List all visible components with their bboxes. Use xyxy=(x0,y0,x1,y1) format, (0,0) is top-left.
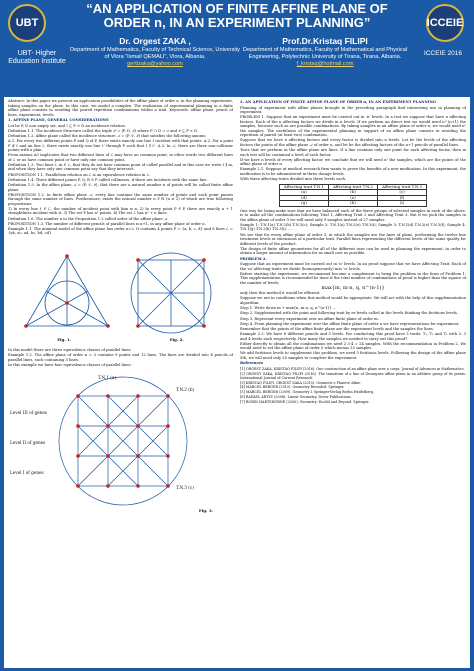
proposition-1-3: PROPOSITION 1.3. The number of different pencils of parallel lines is n+1, in any affine plane of order n. xyxy=(8,221,206,226)
paragraph: Tests that we perform in the affine plane are lines. If a line contains only one point for each affecting factor, then in each test will be contained a level of each factor. xyxy=(240,148,466,157)
traits-table xyxy=(279,184,427,207)
reference-item: [6] RAFAEL ARTZY (2008). Linear Geometry. Dover Publications. xyxy=(240,394,352,399)
table-cell: (g) xyxy=(279,201,328,207)
table-cell: (f) xyxy=(378,195,427,201)
fig1-caption: Fig. 1. xyxy=(57,336,72,342)
fig3-caption: Fig. 3. xyxy=(198,508,213,514)
reference-item: [4] MARCEL BERGER (2010). Geometry Revealed. Springer. xyxy=(240,385,345,390)
fig1-fig2-drawing xyxy=(8,238,233,338)
abstract: Abstract: In this paper we present an application possibilities of the affine plane of order n, in the planning experiment, taking samples on the plane. In this case, we model a complex. The realization of experimental planning in a finite affine plane consists in avoiding the paired repetition combinations within a trial. Keywords: affine plane, pencil of lines, experiment, levels. xyxy=(8,99,233,117)
fig3-label-tnt1: T.N.1 (a) xyxy=(98,375,116,381)
author-affiliation: Department of Mathematics, Faculty of Mathematical and Physical Engineering, Polytechnic University of Tirana, Tirana, Albania. xyxy=(242,47,408,60)
step-4: Step 4. From planning the experiment over the affine finite plane of order n we have representations for experiment. xyxy=(240,321,460,326)
paragraph: With three affecting traits divided into three levels each. xyxy=(240,177,347,182)
table-header-cell: Affecting trait T.N.2 xyxy=(328,184,377,190)
reference-item: [5] MARCEL BERGER (2009). Geometry I. Springer-Verlag Berlin Heidelberg. xyxy=(240,390,375,395)
table-cell: (d) xyxy=(279,195,328,201)
formula: max{m, m·n, q, n^(n-1)} xyxy=(321,285,385,292)
conference-logo-text: ICCEIE xyxy=(426,17,464,29)
reference-item: [2] ORGEST ZAKA, KRISTAQ FILIPI (2016). The transform of a line of Desargues affine plane in an additive group of its points. International Journal of Current Research. xyxy=(240,371,466,380)
left-column xyxy=(8,99,233,666)
ubt-logo xyxy=(8,4,46,42)
paragraph: Either directly to obtain all the combinations we need 2·3·4 = 24 samples. With the recommendation in Problem 2, We would need to set the affine plane of order 5 which means 25 samples. xyxy=(240,341,466,351)
paragraph: The design of finite affine geometries for all of the different uses can be used in planning the experiment, in order to obtain a larger amount of information for as small cost as possible. xyxy=(240,246,466,256)
step-3: Step 3. Represent every experiment over an affine finite plane of order m. xyxy=(240,316,379,321)
step-1: Step 1. Write down m + max{n, m·n, q, n^(n-1)} ... xyxy=(240,306,337,311)
table-header-cell: Affecting trait T.N.1 xyxy=(279,184,328,190)
paragraph: Before starting the experiment, we recommend become a complement to bring the problem in the form of Problem 1. This supplementation is recommended be done if the total number of combinations of proof is higher than the square of the number of levels. xyxy=(240,271,466,285)
title-line-2: ORDER n, IN AN EXPERIMENT PLANNING” xyxy=(103,15,371,30)
paragraph: In this model there are three equivalence classes of parallel lines: xyxy=(8,347,132,352)
definition-1-3: Definition 1.3. Two lines ℓ, m ∈ ℒ, that they do not have common point of called parallel and in this case we write ℓ ∥ m, and when they have only one common point say that they intersect. xyxy=(8,162,233,172)
table-row xyxy=(279,201,426,207)
paragraph: We add fictitious levels to supplement this problem, we need 5 fictitious levels. Following the design of the affine plane 5th, we will need only 25 samples to complete the experiment. xyxy=(240,351,466,360)
table-cell: (c) xyxy=(378,190,427,196)
right-column xyxy=(240,99,466,666)
example-1-2: Example 1.2. The affine plane of order n = 3 contains 9 points and 12 lines. The lines are divided into 4 pencils of parallel lines, each containing 3 lines. xyxy=(8,353,233,362)
proposition-1-2: PROPOSITION 1.2. In finite affine plane 𝒜, every line contains the same number of points and each point passes through the same number of lines. Furthermore, exists the natural number n ∈ ℕ (n ≥ 2) of which are true following propositions: xyxy=(8,192,233,206)
section-heading-2: 2. AN APPLICATION OF FINITE AFFINE PLANE OF ORDER n, IN AN EXPERIMENT PLANNING xyxy=(240,100,437,104)
problem-2-heading: PROBLEM 2. xyxy=(240,256,267,261)
reference-item: [3] KRISTAQ FILIPI, ORGEST ZAKA (2015). Geometri e Planeve Afine. xyxy=(240,380,362,385)
table-cell: (e) xyxy=(328,195,377,201)
fig3-label-tnt3: T.N.3 (c) xyxy=(176,485,194,491)
references xyxy=(240,361,466,403)
definition-1-4: Definition 1.4. Three different points P, Q, R ∈ P called collinears, if there are incidents with the same line. xyxy=(8,177,208,182)
paragraph: In this example we have four equivalence classes of parallel lines: xyxy=(8,362,132,367)
samples-list: Sample 1: T.N.1(a) T.N.2(b) T.N.3(c); Sample 2: T.N.1(a) T.N.2(e) T.N.3(i); Sample 3: T.N.1(d) T.N.2(e) T.N.3(f); Sample 4: T.N.1(g) T.N.2(h) T.N.3(i); ... xyxy=(240,222,466,232)
author-name: Prof.Dr.Kristaq FILIPI xyxy=(282,36,368,46)
paragraph: Suppose we are in conditions when this method would be appropriate. We will act with the help of this supplementation algorithm: xyxy=(240,296,466,305)
definition-1-5: Definition 1.5. In the affine plane 𝒜 = (P, ℒ, ℐ), that there are a natural number n of points will be called finite affine plane. xyxy=(8,183,233,192)
example-1-1: Example 1.1. The minimal model of the affine plane has order n=2. It contains 4 points P = {a, b, c, d} and 6 lines ℒ = {ab, ac, ad, bc, bd, cd}. xyxy=(8,226,233,236)
step-2: Step 2. Supplemented with the point and following trait by re-levels called in the levels thinking the fictitious levels. xyxy=(240,311,458,316)
author-name: Dr. Orgest ZAKA , xyxy=(119,36,191,46)
definition-1-6: Definition 1.6. The number n in the Proposition 1.2 called order of the affine plane 𝒜. xyxy=(8,216,169,221)
poster-body xyxy=(4,97,470,668)
definition-1-2: Definition 1.2. Affine plane called the incidence structure 𝒜 = (P, ℒ, ℐ) that satisfies the following axioms: xyxy=(8,133,207,138)
paragraph: Let be P, D non empty set, and ℐ ⊆ P × D an incidence relation. xyxy=(8,123,126,128)
fig3-label-level2: Level II of genes xyxy=(10,440,46,446)
fig3-label-level1: Level I of genes xyxy=(10,470,44,476)
paragraph: We see that for every affine plane of order 3, in which the samples are the lines of plane, performing the twelve line treatment levels or extensions of a particular trait. Parallel lines representing the different levels of the same quality for different levels of the product. xyxy=(240,232,466,246)
paragraph: Suppose that an experiment must be carried out in 'n' levels. In an proof suppose that we have Affecting Trait. Each of the 'm' affecting traits we divide (homogeneously) into 'n' levels. xyxy=(240,262,466,271)
title-line-1: “AN APPLICATION OF FINITE AFFINE PLANE OF xyxy=(86,1,388,16)
ubt-logo-text: UBT xyxy=(15,17,39,29)
paragraph: From axioms A3 implicates that two different lines of ℒ may have an common point, in other words two different lines of ℒ or no have common point or have only one common point. xyxy=(8,153,233,162)
reference-item: [7] ROBIN HARTSHORNE (2000). Geometry: Euclid and Beyond. Springer. xyxy=(240,399,370,404)
definition-1-1: Definition 1.1. The incidence Structure called the triple 𝒮 = (P, D, ℐ) where P ∩ D = ∅ and ℐ ⊆ P × D. xyxy=(8,128,199,133)
paragraph: Suppose that we have n affecting factors and every factor is divided into n levels. Let be the levels of the affecting factors the points of the affine plane 𝒜 of order n, and let be the affecting factors of the n+1 pencils of parallel lines. xyxy=(240,138,466,147)
fig3-drawing xyxy=(8,369,233,509)
fig2-square xyxy=(131,253,211,333)
author-affiliation: Department of Mathematics, Faculty of Technical Science, University of Vlora “Ismail QEMALI”, Vlora, Albania. xyxy=(70,47,240,60)
table-header-cell: Affecting trait T.N.3 xyxy=(378,184,427,190)
figure-3 xyxy=(8,369,233,519)
paragraph: Planning of experiment with affine planes brought in the preceding paragraph find interesting use in planning of experiment. xyxy=(240,105,466,114)
example-2-1: Example 2.1. Suppose at medical research firm wants to prove the benefits of a new medication. In this experiment, the medication is to be administered in three dosage levels. xyxy=(240,167,466,176)
references-heading: References xyxy=(240,361,263,366)
proposition-1-1: PROPOSITION 1.1. Parallelism relation on ℒ is an equivalence relation in ℒ. xyxy=(8,172,151,177)
problem-1: PROBLEM 1. Suppose that an experiment must be carried out in 'n' levels. In a test we suppose that have n affecting factors. Each of the n affecting factors we divide in n levels. If we perform an direct test we would need n^(n+1) the samples, because such as are possible combinations. By taking samples in an affine plane of order n, we would need n² the samples. The usefulness of the experimental planning in support of an affine plane consists in avoiding the repetition of paired (at least two) combination. xyxy=(240,115,466,138)
conference-logo xyxy=(426,4,464,42)
table-cell: (i) xyxy=(378,201,427,207)
poster-title xyxy=(60,2,414,30)
section-heading-1: 1. AFFINE PLANE, GENERAL CONSIDERATIONS xyxy=(8,118,109,122)
author-email-link[interactable]: f_kristaq@hotmail.com xyxy=(296,61,354,68)
author-block-filipi xyxy=(240,36,410,68)
table-cell: (h) xyxy=(328,201,377,207)
figures-1-2 xyxy=(8,238,233,346)
fig1-triangle xyxy=(26,256,108,326)
table-cell: (a) xyxy=(279,190,328,196)
author-block-zaka xyxy=(70,36,240,68)
reference-item: [1] ORGEST ZAKA, KRISTAQ FILIPI (2016). One construction of an affine plane over a corps. Journal of Advances in Mathematics. xyxy=(240,366,465,371)
paragraph: only then this method it would be efficient. xyxy=(240,291,321,296)
proposition-1-2-list: 1) In every line ℓ ∈ ℒ, the number of incident point with him is n. 2) In every point P ∈ P, there are exactly n + 1 straightlines incident with it. 3) The set P has n² points. 4) The set ℒ has n² + n lines. xyxy=(8,206,233,216)
paragraph: One way for being make sure that we have balanced each of the three groups of selected samples in each of the above, is to make all the combinations following Trial 1, Affecting Trait 2 and Affecting Trait 3. But if we pick the samples in the affine plane of order 3 we will need only 9 samples instead of 27 samples. xyxy=(240,208,466,222)
institution-label: UBT- Higher Education Institute xyxy=(8,50,66,65)
author-email-link[interactable]: gertizaka@yahoo.com xyxy=(127,61,183,68)
fig3-label-level3: Level III of genes xyxy=(10,410,47,416)
fig3-label-tnt2: T.N.2 (b) xyxy=(176,387,195,393)
paragraph: Remember that the points of the affine finite plane are the experiment levels and the samples the lines. xyxy=(240,326,434,331)
table-cell: (b) xyxy=(328,190,377,196)
conference-label: ICCEIE 2016 xyxy=(424,50,462,57)
fig2-caption: Fig. 2. xyxy=(169,336,184,342)
paragraph: If we have n levels of every affecting factor, we conclude that we will need n² the samples, which are the points of the affine plane of order n. xyxy=(240,157,466,167)
poster-header xyxy=(0,0,474,95)
axioms: A.1. For every two different points P and Q of P, there exists exactly one line ℓ incident with that points. A.2. For a point P ∉ ℓ and an line ℓ, there exists exactly one line ℓ' through P such that ℓ ∥ ℓ'. A.3. In 𝒜, there are three non-collinear points with a plan. xyxy=(8,139,233,153)
example-2-2: Example 2.2. We have 6 different pencils and 5 levels. For conducting this proof have 3 traits: T₁, T₂ and T₃ with 2, 3 and 4 levels each respectively. How many the samples we needed to carry out this proof? xyxy=(240,332,466,341)
